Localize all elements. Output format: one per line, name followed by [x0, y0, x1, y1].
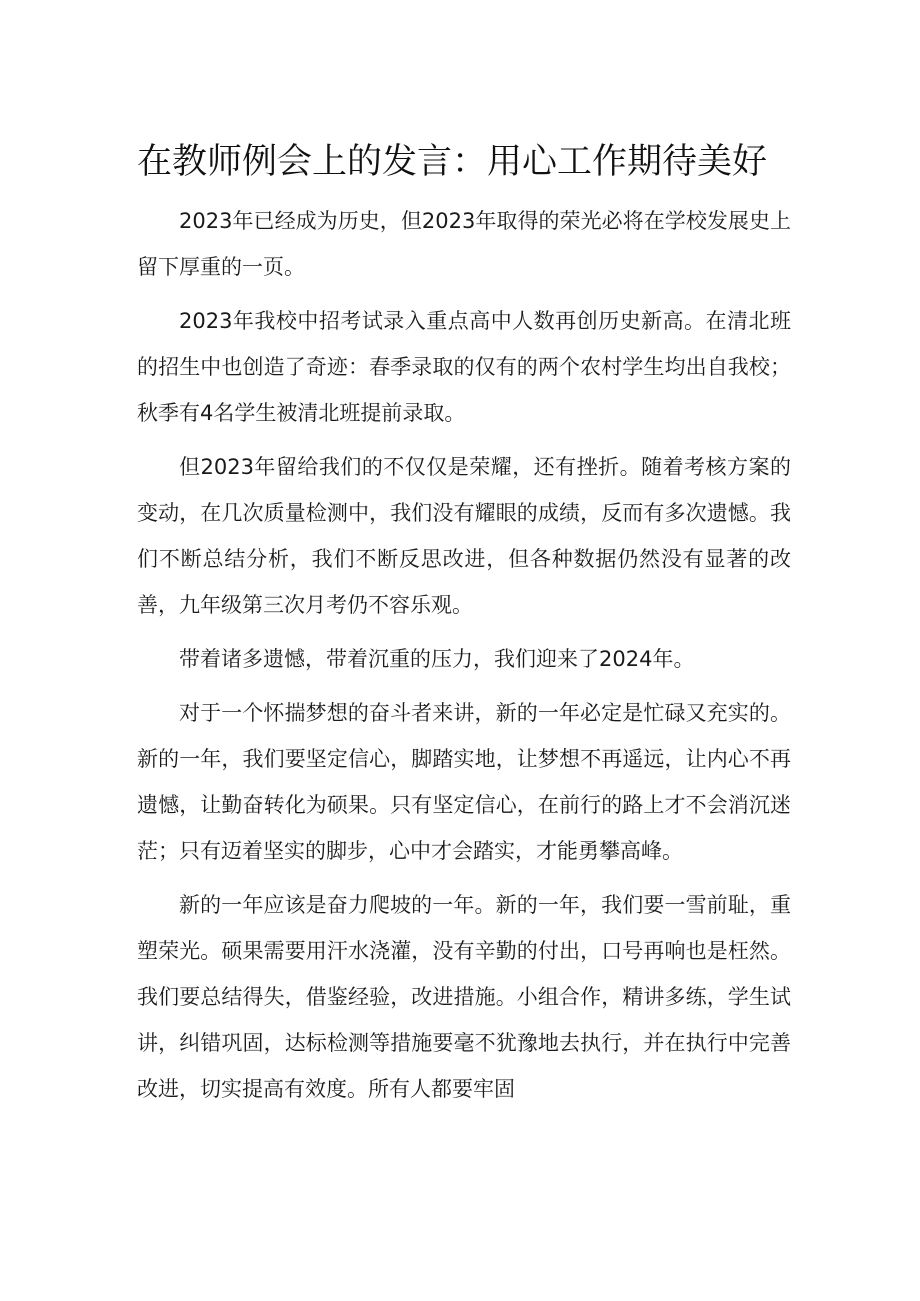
paragraph-6: 新的一年应该是奋力爬坡的一年。新的一年，我们要一雪前耻，重塑荣光。硕果需要用汗水浇灌，没有辛勤的付出，口号再响也是枉然。我们要总结得失，借鉴经验，改进措施。小组合作，精讲多练，学生试讲，纠错巩固，达标检测等措施要毫不犹豫地去执行，并在执行中完善改进，切实提高有效度。所有人都要牢固 [137, 893, 791, 1101]
paragraph-2: 2023年我校中招考试录入重点高中人数再创历史新高。在清北班的招生中也创造了奇迹：春季录取的仅有的两个农村学生均出自我校；秋季有4名学生被清北班提前录取。 [137, 309, 791, 425]
paragraph-1: 2023年已经成为历史，但2023年取得的荣光必将在学校发展史上留下厚重的一页。 [137, 209, 791, 279]
document-body [137, 198, 791, 1120]
document-title: 在教师例会上的发言：用心工作期待美好 [137, 142, 768, 182]
paragraph-3: 但2023年留给我们的不仅仅是荣耀，还有挫折。随着考核方案的变动，在几次质量检测中，我们没有耀眼的成绩，反而有多次遗憾。我们不断总结分析，我们不断反思改进，但各种数据仍然没有显著的改善，九年级第三次月考仍不容乐观。 [137, 455, 791, 617]
paragraph-5: 对于一个怀揣梦想的奋斗者来讲，新的一年必定是忙碌又充实的。新的一年，我们要坚定信心，脚踏实地，让梦想不再遥远，让内心不再遗憾，让勤奋转化为硕果。只有坚定信心，在前行的路上才不会消沉迷茫；只有迈着坚实的脚步，心中才会踏实，才能勇攀高峰。 [137, 701, 791, 863]
paragraph-4: 带着诸多遗憾，带着沉重的压力，我们迎来了2024年。 [179, 647, 695, 671]
